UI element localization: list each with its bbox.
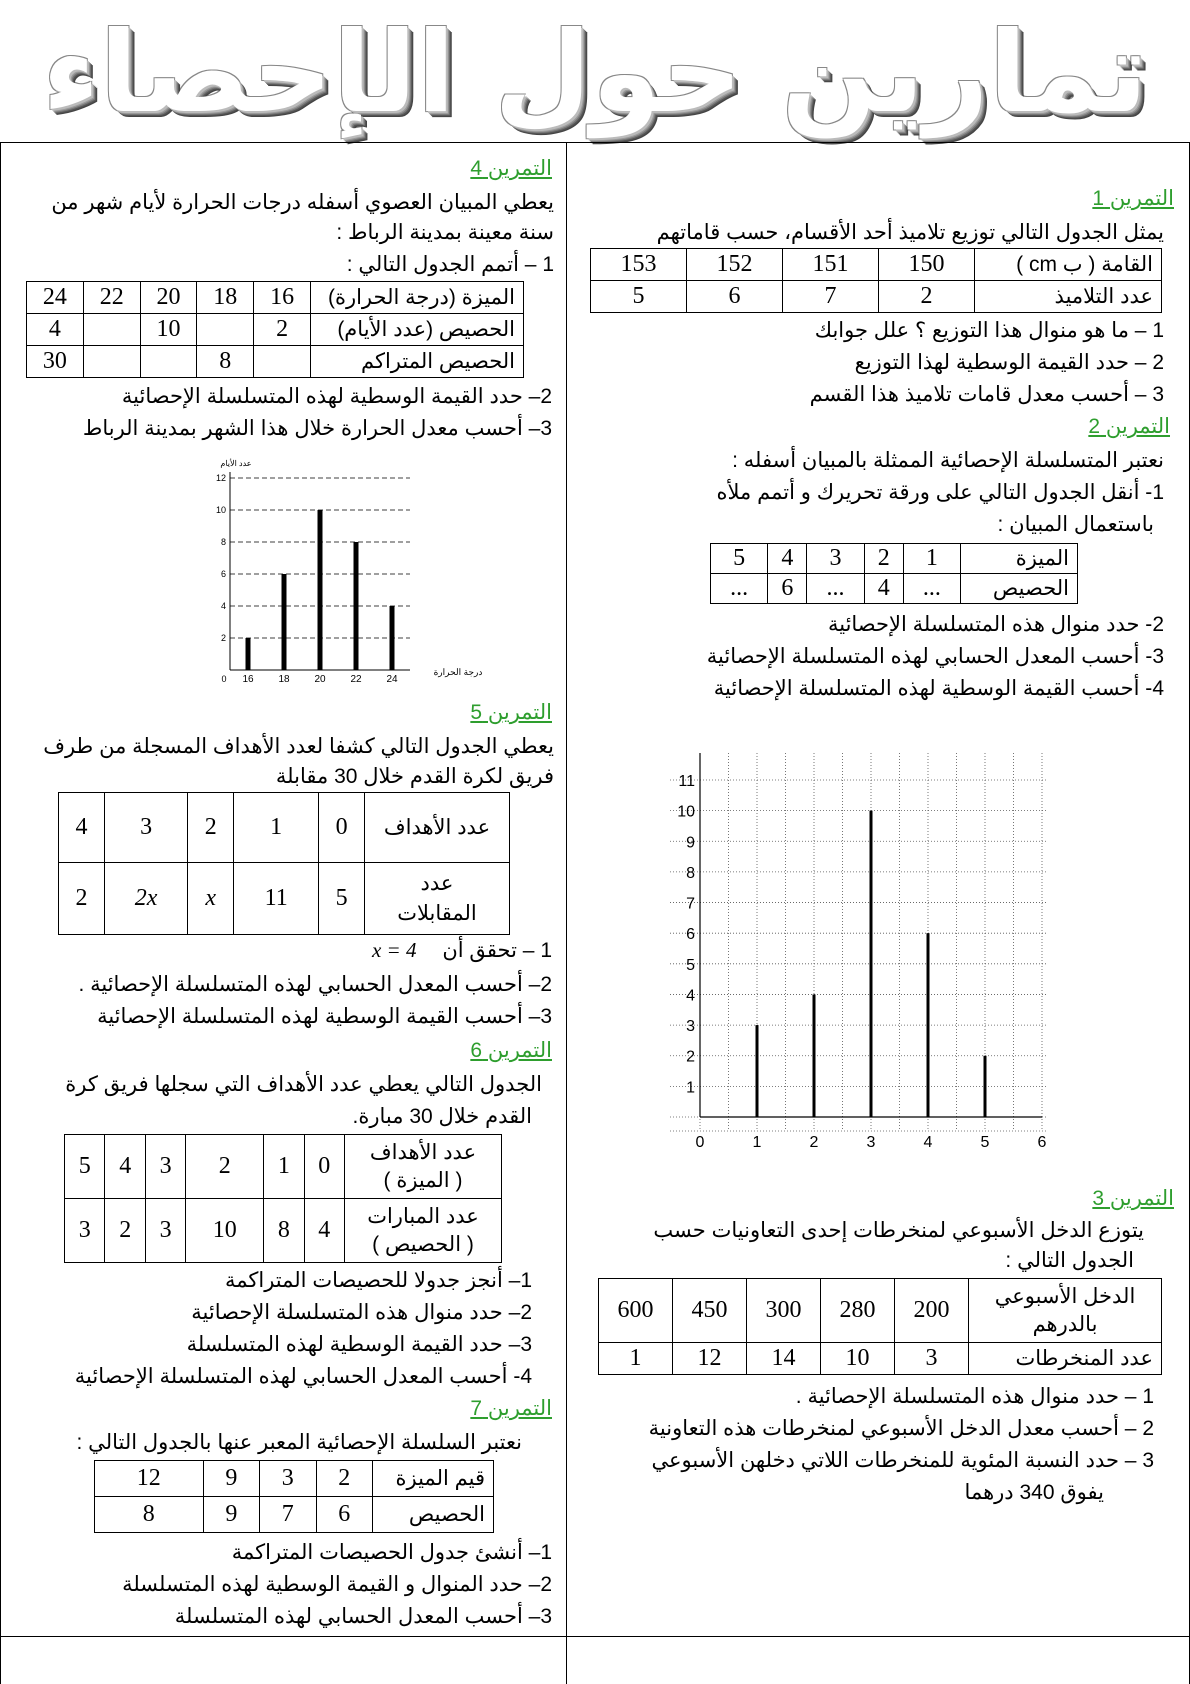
- y-tick-label: 5: [686, 956, 695, 974]
- exercise-1-question-1: 1 – ما هو منوال هذا التوزيع ؟ علل جوابك: [814, 319, 1164, 342]
- table-cell: ...: [711, 574, 768, 604]
- table-cell: 9: [203, 1461, 259, 1497]
- y-tick-label: 10: [215, 505, 226, 515]
- y-tick-label: 8: [220, 537, 226, 547]
- table-cell: 200: [895, 1279, 969, 1343]
- table-cell: 2: [879, 281, 975, 313]
- table-cell: 10: [140, 314, 197, 346]
- exercise-3-question-3a: 3 – حدد النسبة المئوية للمنخرطات اللاتي دخلهن الأسبوعي: [651, 1449, 1154, 1472]
- table-cell: [83, 314, 140, 346]
- table-label-line: عدد المبارات: [367, 1204, 479, 1228]
- x-tick-label: 24: [386, 674, 398, 685]
- table-label-line: الدخل الأسبوعي: [994, 1284, 1136, 1308]
- x-axis-title: درجة الحرارة: [433, 667, 483, 677]
- table-cell: 8: [264, 1199, 304, 1263]
- bar: [984, 1056, 987, 1117]
- exercise-7-title: التمرين 7: [470, 1397, 552, 1420]
- table-cell: 5: [319, 863, 365, 935]
- table-label-line: عدد: [420, 871, 454, 895]
- exercise-6-table: [64, 1134, 502, 1263]
- table-label-line: ( الميزة ): [383, 1168, 463, 1192]
- exercise-2-question-1b: باستعمال المبيان :: [997, 513, 1154, 536]
- y-tick-label: 9: [686, 834, 695, 852]
- table-cell: 8: [95, 1497, 204, 1533]
- table-cell: 0: [304, 1135, 344, 1199]
- table-cell: 20: [140, 282, 197, 314]
- table-cell: 10: [821, 1343, 895, 1375]
- x-tick-label: 3: [866, 1134, 876, 1151]
- table-label: الحصيص المتراكم: [311, 346, 524, 378]
- table-cell: 1: [903, 544, 960, 574]
- table-cell: 600: [599, 1279, 673, 1343]
- table-cell: 4: [864, 574, 903, 604]
- table-cell: 2: [864, 544, 903, 574]
- table-label-line: ( الحصيص ): [372, 1232, 474, 1256]
- table-cell: 2: [186, 1135, 264, 1199]
- table-cell: 7: [783, 281, 879, 313]
- table-cell: 6: [768, 574, 807, 604]
- bar: [813, 994, 816, 1117]
- divider-top: [0, 142, 1190, 143]
- exercise-1-question-3: 3 – أحسب معدل قامات تلاميذ هذا القسم: [809, 383, 1164, 406]
- exercise-4-intro-2: سنة معينة بمدينة الرباط :: [336, 221, 554, 244]
- table-cell: [254, 346, 311, 378]
- table-cell: 12: [673, 1343, 747, 1375]
- table-cell: 4: [59, 793, 105, 863]
- table-cell: 4: [304, 1199, 344, 1263]
- x-tick-label: 22: [350, 674, 362, 685]
- table-cell: 1: [599, 1343, 673, 1375]
- exercise-7-table: [94, 1460, 494, 1533]
- table-cell: 3: [145, 1199, 185, 1263]
- exercise-7-intro: نعتبر السلسلة الإحصائية المعبر عنها بالجدول التالي :: [76, 1431, 522, 1454]
- bar: [354, 542, 359, 670]
- bar: [282, 574, 287, 670]
- table-cell: 18: [197, 282, 254, 314]
- exercise-7-question-3: 3– أحسب المعدل الحسابي لهذه المتسلسلة: [174, 1605, 552, 1628]
- table-cell: 2: [316, 1461, 372, 1497]
- table-label: [345, 1135, 502, 1199]
- exercise-5-question-2: 2– أحسب المعدل الحسابي لهذه المتسلسلة الإحصائية .: [78, 973, 552, 996]
- table-cell: 3: [895, 1343, 969, 1375]
- y-tick-label: 7: [686, 895, 695, 913]
- exercise-3-question-3b: يفوق 340 درهما: [964, 1481, 1104, 1504]
- y-tick-label: 2: [220, 633, 226, 643]
- y-tick-label: 11: [678, 773, 695, 790]
- table-cell: 150: [879, 249, 975, 281]
- table-label-line: عدد الأهداف: [369, 1140, 477, 1164]
- table-cell: [140, 346, 197, 378]
- exercise-2-title: التمرين 2: [1088, 415, 1170, 438]
- x-tick-label: 16: [242, 674, 254, 685]
- table-cell: 3: [260, 1461, 316, 1497]
- bar: [756, 1025, 759, 1117]
- table-cell: 9: [203, 1497, 259, 1533]
- bar: [246, 638, 251, 670]
- x-tick-label: 1: [752, 1134, 762, 1151]
- table-cell: 4: [768, 544, 807, 574]
- exercise-6-question-4: 4- أحسب المعدل الحسابي لهذه المتسلسلة الإحصائية: [74, 1365, 532, 1388]
- page-title: تمارين حول الإحصاء: [42, 8, 1148, 138]
- x-tick-label: 0: [695, 1134, 705, 1151]
- exercise-3-question-2: 2 – أحسب معدل الدخل الأسبوعي لمنخرطات هذه التعاونية: [648, 1417, 1154, 1440]
- exercise-4-intro-1: يعطي المبيان العصوي أسفله درجات الحرارة لأيام شهر من: [51, 191, 554, 214]
- table-cell: 30: [27, 346, 84, 378]
- bar: [927, 933, 930, 1117]
- x-tick-label: 18: [278, 674, 290, 685]
- bar: [390, 606, 395, 670]
- x-tick-label: 2: [809, 1134, 819, 1151]
- y-tick-label: 3: [686, 1018, 695, 1036]
- table-cell: 152: [687, 249, 783, 281]
- exercise-5-intro-1: يعطي الجدول التالي كشفا لعدد الأهداف المسجلة من طرف: [43, 735, 554, 758]
- page-header: [0, 0, 1190, 142]
- bar: [870, 811, 873, 1117]
- exercise-2-question-1a: 1- أنقل الجدول التالي على ورقة تحريرك و أتمم ملأه: [716, 481, 1164, 504]
- table-label: القامة ( ب cm ): [975, 249, 1162, 281]
- table-label: [969, 1279, 1162, 1343]
- exercise-3-question-1: 1 – حدد منوال هذه المتسلسلة الإحصائية .: [795, 1385, 1154, 1408]
- exercise-3-table: [598, 1278, 1162, 1375]
- origin-label: 0: [221, 674, 227, 684]
- table-label: الميزة (درجة الحرارة): [311, 282, 524, 314]
- table-cell: [197, 314, 254, 346]
- table-cell: 11: [234, 863, 319, 935]
- y-tick-label: 4: [220, 601, 226, 611]
- table-cell: 5: [65, 1135, 105, 1199]
- table-label-line: المقابلات: [397, 901, 477, 925]
- exercise-2-question-2: 2- حدد منوال هذه المتسلسلة الإحصائية: [827, 613, 1164, 636]
- table-cell: 2: [188, 793, 234, 863]
- exercise-3-title: التمرين 3: [1092, 1187, 1174, 1210]
- y-tick-label: 6: [686, 926, 695, 944]
- exercise-4-question-3: 3– أحسب معدل الحرارة خلال هذا الشهر بمدينة الرباط: [82, 417, 552, 440]
- exercise-4-title: التمرين 4: [470, 157, 552, 180]
- exercise-4-question-2: 2– حدد القيمة الوسطية لهذه المتسلسلة الإحصائية: [121, 385, 552, 408]
- table-label: قيم الميزة: [373, 1461, 494, 1497]
- exercise-4-bar-chart: [200, 452, 500, 688]
- table-label-line: بالدرهم: [1032, 1312, 1098, 1336]
- table-cell: 3: [807, 544, 864, 574]
- table-cell: 4: [27, 314, 84, 346]
- table-cell: 153: [591, 249, 687, 281]
- exercise-1-question-2: 2 – حدد القيمة الوسطية لهذا التوزيع: [854, 351, 1164, 374]
- table-cell: 3: [145, 1135, 185, 1199]
- y-tick-label: 4: [686, 987, 695, 1005]
- question-text: 1 – تحقق أن: [442, 939, 552, 962]
- exercise-4-question-1: 1 – أتمم الجدول التالي :: [346, 253, 554, 276]
- exercise-1-title: التمرين 1: [1092, 187, 1174, 210]
- bar: [318, 510, 323, 670]
- table-label: عدد المنخرطات: [969, 1343, 1162, 1375]
- exercise-1-intro: يمثل الجدول التالي توزيع تلاميذ أحد الأقسام، حسب قاماتهم: [656, 221, 1164, 244]
- table-cell: 300: [747, 1279, 821, 1343]
- table-cell: 12: [95, 1461, 204, 1497]
- table-cell: ...: [807, 574, 864, 604]
- exercise-5-title: التمرين 5: [470, 701, 552, 724]
- y-tick-label: 2: [686, 1048, 695, 1066]
- exercise-5-question-3: 3– أحسب القيمة الوسطية لهذه المتسلسلة الإحصائية: [97, 1005, 552, 1028]
- table-cell: 2: [59, 863, 105, 935]
- table-cell: 450: [673, 1279, 747, 1343]
- exercise-5-intro-2: فريق لكرة القدم خلال 30 مقابلة: [275, 765, 554, 788]
- y-axis-title: عدد الأيام: [220, 459, 252, 468]
- table-cell: 5: [711, 544, 768, 574]
- table-label: عدد التلاميذ: [975, 281, 1162, 313]
- x-tick-label: 4: [923, 1134, 933, 1151]
- exercise-2-table: [710, 543, 1078, 604]
- table-label: عدد الأهداف: [365, 793, 510, 863]
- y-tick-label: 12: [215, 473, 226, 483]
- exercise-2-bar-chart: [650, 745, 1060, 1165]
- table-cell: 2: [105, 1199, 145, 1263]
- exercise-6-intro-2: القدم خلال 30 مبارة.: [352, 1105, 532, 1128]
- exercise-6-question-3: 3– حدد القيمة الوسطية لهذه المتسلسلة: [186, 1333, 532, 1356]
- y-tick-label: 1: [686, 1079, 695, 1097]
- exercise-6-title: التمرين 6: [470, 1039, 552, 1062]
- table-label: الميزة: [961, 544, 1078, 574]
- table-cell: 16: [254, 282, 311, 314]
- exercise-7-question-2: 2– حدد المنوال و القيمة الوسطية لهذه المتسلسلة: [122, 1573, 552, 1596]
- divider-bottom: [0, 1636, 1190, 1637]
- exercise-7-question-1: 1– أنشئ جدول الحصيصات المتراكمة: [231, 1541, 552, 1564]
- exercise-2-intro: نعتبر المتسلسلة الإحصائية الممثلة بالمبيان أسفله :: [732, 449, 1164, 472]
- table-cell: ...: [903, 574, 960, 604]
- table-cell: 3: [104, 793, 187, 863]
- exercise-6-intro-1: الجدول التالي يعطي عدد الأهداف التي سجلها فريق كرة: [65, 1073, 542, 1096]
- table-cell: 8: [197, 346, 254, 378]
- x-tick-label: 6: [1037, 1134, 1047, 1151]
- table-cell: 1: [234, 793, 319, 863]
- table-cell: 1: [264, 1135, 304, 1199]
- table-cell: 3: [65, 1199, 105, 1263]
- table-cell: 4: [105, 1135, 145, 1199]
- table-cell: 2: [254, 314, 311, 346]
- table-label: [365, 863, 510, 935]
- y-tick-label: 8: [686, 864, 695, 882]
- table-cell: 6: [687, 281, 783, 313]
- table-cell: 14: [747, 1343, 821, 1375]
- x-tick-label: 20: [314, 674, 326, 685]
- table-cell: [83, 346, 140, 378]
- x-tick-label: 5: [980, 1134, 990, 1151]
- divider-center: [566, 142, 567, 1684]
- exercise-3-intro-1: يتوزع الدخل الأسبوعي لمنخرطات إحدى التعاونيات حسب: [653, 1219, 1144, 1242]
- equation: x = 4: [371, 938, 417, 962]
- exercise-4-table: [26, 281, 524, 378]
- exercise-1-table: [590, 248, 1162, 313]
- exercise-2-question-4: 4- أحسب القيمة الوسطية لهذه المتسلسلة الإحصائية: [713, 677, 1164, 700]
- table-cell: x: [188, 863, 234, 935]
- table-cell: 7: [260, 1497, 316, 1533]
- table-label: [345, 1199, 502, 1263]
- y-tick-label: 10: [677, 803, 695, 821]
- table-cell: 0: [319, 793, 365, 863]
- table-label: الحصيص (عدد الأيام): [311, 314, 524, 346]
- table-cell: 6: [316, 1497, 372, 1533]
- table-cell: 151: [783, 249, 879, 281]
- exercise-5-question-1: [372, 938, 552, 963]
- table-cell: 22: [83, 282, 140, 314]
- table-label: الحصيص: [961, 574, 1078, 604]
- table-cell: 5: [591, 281, 687, 313]
- exercise-5-table: [58, 792, 510, 935]
- table-cell: 24: [27, 282, 84, 314]
- exercise-6-question-1: 1– أنجز جدولا للحصيصات المتراكمة: [224, 1269, 532, 1292]
- table-cell: 2x: [104, 863, 187, 935]
- table-cell: 280: [821, 1279, 895, 1343]
- divider-left: [0, 142, 1, 1684]
- exercise-2-question-3: 3- أحسب المعدل الحسابي لهذه المتسلسلة الإحصائية: [706, 645, 1164, 668]
- exercise-6-question-2: 2– حدد منوال هذه المتسلسلة الإحصائية: [191, 1301, 532, 1324]
- table-cell: 10: [186, 1199, 264, 1263]
- exercise-3-intro-2: الجدول التالي :: [1005, 1249, 1134, 1272]
- y-tick-label: 6: [220, 569, 226, 579]
- table-label: الحصيص: [373, 1497, 494, 1533]
